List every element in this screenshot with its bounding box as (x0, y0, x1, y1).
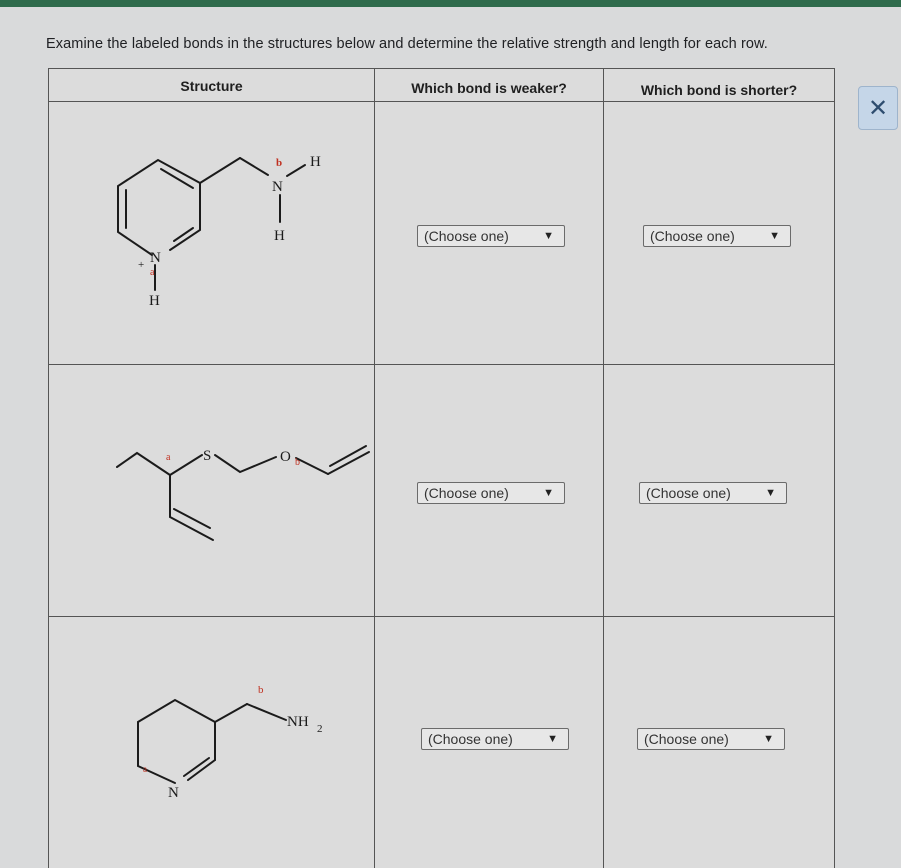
bond-label-b: b (295, 457, 300, 468)
dropdown-arrow-icon: ▼ (543, 487, 554, 499)
atom-label: O (280, 449, 291, 465)
select-value: (Choose one) (650, 228, 735, 244)
select-value: (Choose one) (646, 485, 731, 501)
atom-label: S (203, 448, 212, 464)
atom-label: H (149, 293, 160, 309)
header-weaker: Which bond is weaker? (411, 80, 567, 96)
dropdown-arrow-icon: ▼ (547, 733, 558, 745)
close-icon: ✕ (867, 94, 889, 122)
select-value: (Choose one) (644, 731, 729, 747)
header-structure: Structure (180, 78, 243, 94)
bond-label-a: a (166, 452, 171, 463)
structure-row2 (117, 446, 369, 540)
select-value: (Choose one) (424, 228, 509, 244)
structure-row3 (138, 700, 286, 783)
select-value: (Choose one) (424, 485, 509, 501)
bond-label-b: b (276, 157, 283, 169)
atom-label: H (274, 228, 285, 244)
structure-row1 (118, 158, 305, 290)
bond-label-a: a (150, 267, 155, 278)
atom-subscript: 2 (317, 723, 323, 735)
atom-label: H (310, 154, 321, 170)
atom-label: N (150, 250, 161, 266)
atom-label: N (168, 785, 179, 801)
bond-label-a: a (143, 764, 147, 774)
dropdown-arrow-icon: ▼ (543, 230, 554, 242)
instruction-text: Examine the labeled bonds in the structures below and determine the relative strength and length for each row. (46, 36, 768, 52)
header-shorter: Which bond is shorter? (640, 82, 798, 98)
bond-label-b: b (258, 684, 264, 696)
dropdown-arrow-icon: ▼ (763, 733, 774, 745)
atom-label: NH (287, 714, 309, 730)
dropdown-arrow-icon: ▼ (765, 487, 776, 499)
select-value: (Choose one) (428, 731, 513, 747)
charge-label: + (138, 259, 145, 271)
atom-label: N (272, 179, 283, 195)
dropdown-arrow-icon: ▼ (769, 230, 780, 242)
